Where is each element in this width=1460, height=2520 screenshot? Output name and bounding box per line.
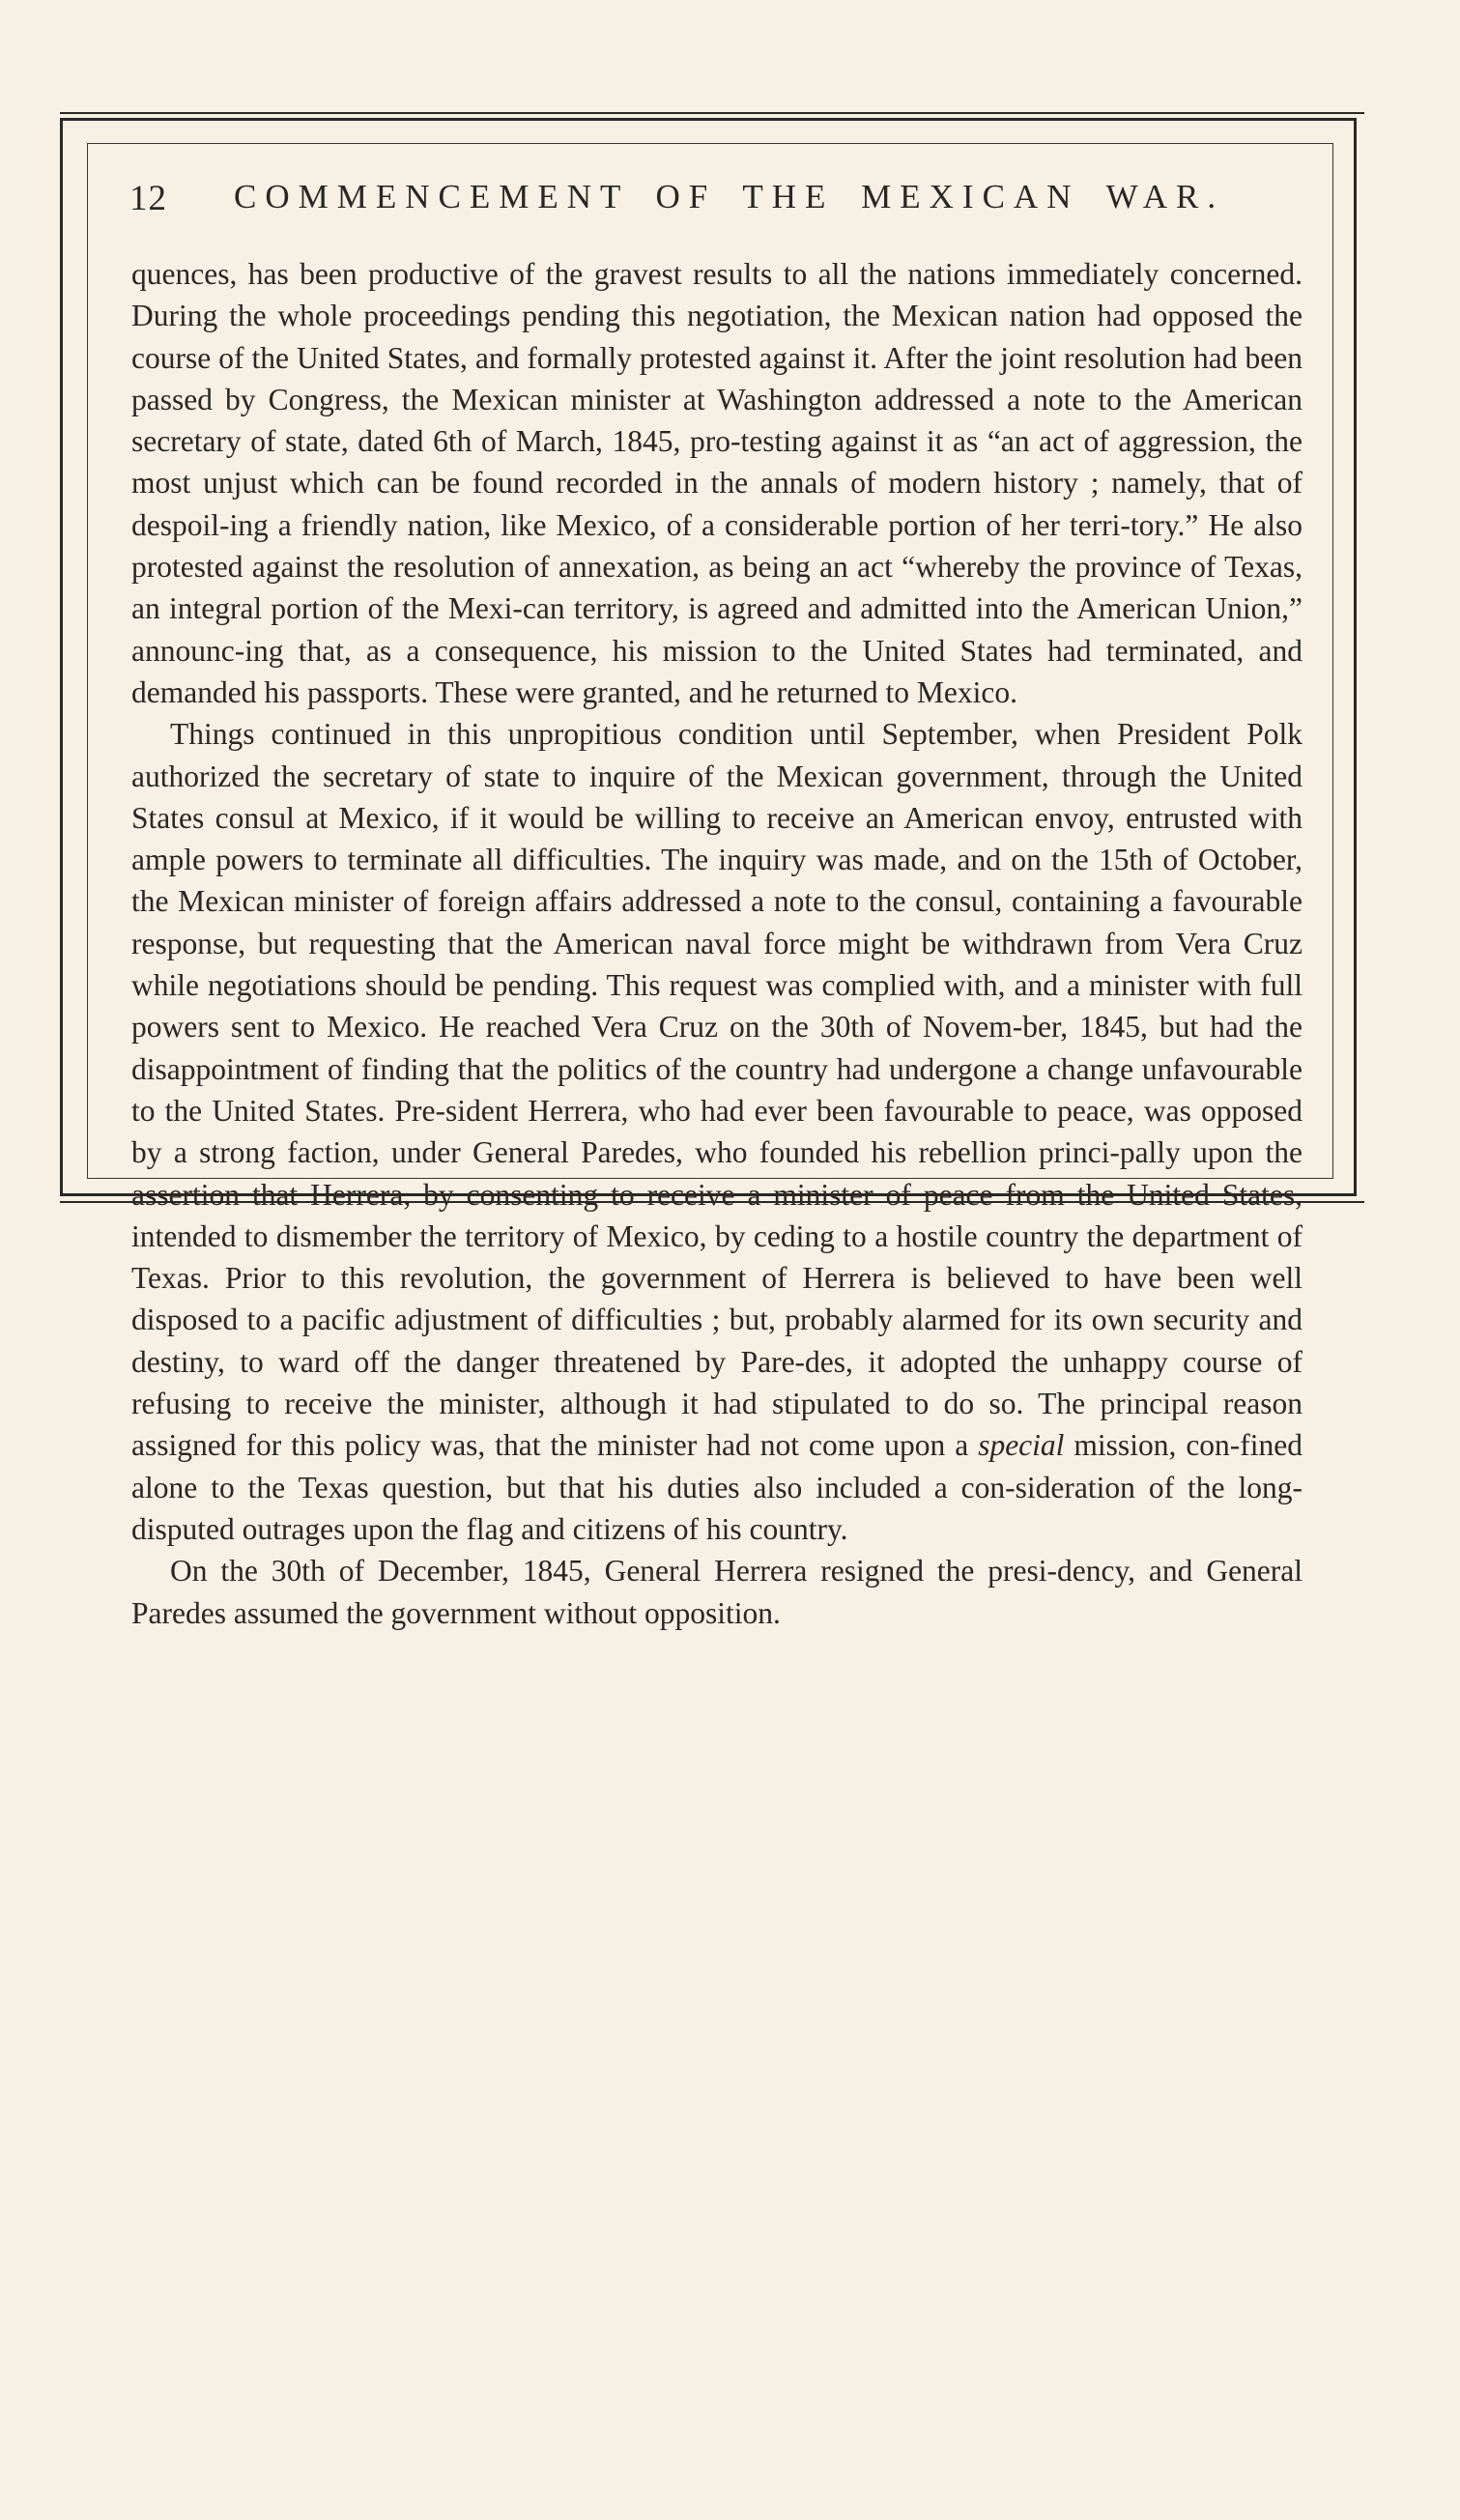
- paragraph-3: [131, 1550, 1303, 1634]
- paragraph-2: [131, 713, 1303, 1550]
- body-text: [131, 253, 1303, 1634]
- frame-top-rule: [60, 112, 1364, 114]
- page-header: [129, 178, 1299, 226]
- paragraph-1-text: quences, has been productive of the gravest results to all the nations immediately concerned. During the whole proceedings pending this negotiation, the Mexican nation had opposed the course of the United States, and formally protested against it. After the joint resolution had been passed by Congress, the Mexican minister at Washington addressed a note to the American secretary of state, dated 6th of March, 1845, pro-testing against it as “an act of aggression, the most unjust which can be found recorded in the annals of modern history ; namely, that of despoil-ing a friendly nation, like Mexico, of a considerable portion of her terri-tory.” He also protested against the resolution of annexation, as being an act “whereby the province of Texas, an integral portion of the Mexi-can territory, is agreed and admitted into the American Union,” announc-ing that, as a consequence, his mission to the United States had terminated, and demanded his passports. These were granted, and he returned to Mexico.: [131, 257, 1303, 709]
- paragraph-1: [131, 253, 1303, 713]
- paragraph-2-text-after: mission, con-fined alone to the Texas question, but that his duties also included a con-sideration of the long-disputed outrages upon the flag and citizens of his country.: [131, 1428, 1303, 1546]
- paragraph-2-italic: special: [978, 1428, 1065, 1463]
- paragraph-2-text: Things continued in this unpropitious condition until September, when President Polk authorized the secretary of state to inquire of the Mexican government, through the United States consul at Mexico, if it would be willing to receive an American envoy, entrusted with ample powers to terminate all difficulties. The inquiry was made, and on the 15th of October, the Mexican minister of foreign affairs addressed a note to the consul, containing a favourable response, but requesting that the American naval force might be withdrawn from Vera Cruz while negotiations should be pending. This request was complied with, and a minister with full powers sent to Mexico. He reached Vera Cruz on the 30th of Novem-ber, 1845, but had the disappointment of finding that the politics of the country had undergone a change unfavourable to the United States. Pre-sident Herrera, who had ever been favourable to peace, was opposed by a strong faction, under General Paredes, who founded his rebellion princi-pally upon the assertion that Herrera, by consenting to receive a minister of peace from the United States, intended to dismember the territory of Mexico, by ceding to a hostile country the department of Texas. Prior to this revolution, the government of Herrera is believed to have been well disposed to a pacific adjustment of difficulties ; but, probably alarmed for its own security and destiny, to ward off the danger threatened by Pare-des, it adopted the unhappy course of refusing to receive the minister, although it had stipulated to do so. The principal reason assigned for this policy was, that the minister had not come upon a: [131, 717, 1303, 1463]
- page-number: 12: [129, 179, 167, 218]
- running-head: COMMENCEMENT OF THE MEXICAN WAR.: [234, 178, 1225, 215]
- paragraph-3-text: On the 30th of December, 1845, General Herrera resigned the presi-dency, and General Paredes assumed the government without opposition.: [131, 1554, 1303, 1630]
